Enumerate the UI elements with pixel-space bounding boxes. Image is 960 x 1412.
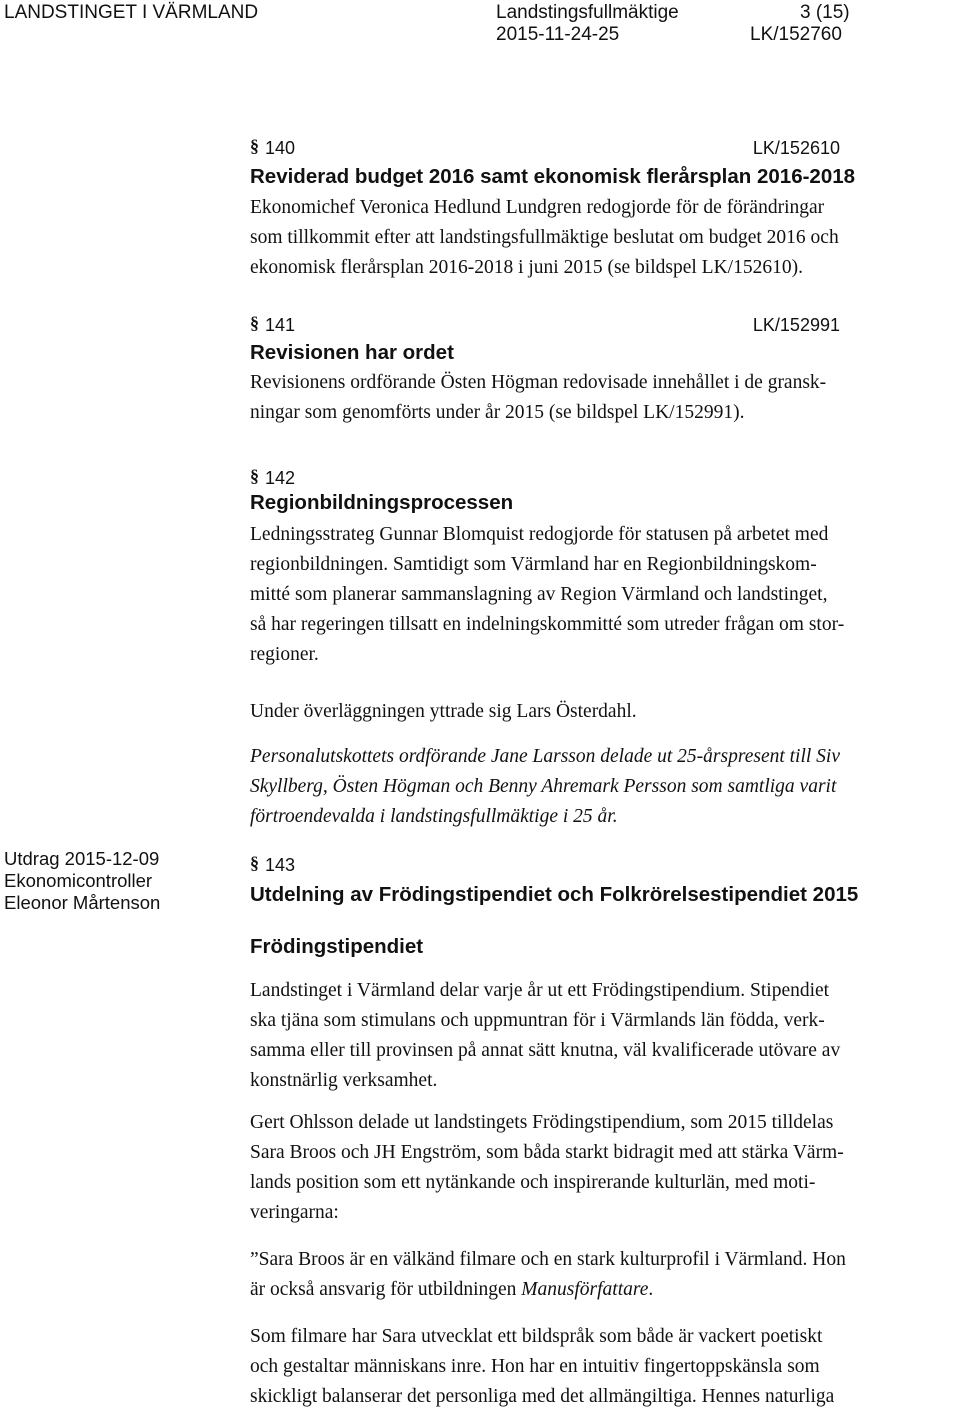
body-line: ska tjäna som stimulans och uppmuntran för i Värmlands län födda, verk- (250, 1010, 825, 1031)
body-line (250, 1275, 960, 1305)
body-line: så har regeringen tillsatt en indelningskommitté som utreder frågan om stor- (250, 614, 845, 635)
document-ref: LK/152760 (750, 24, 842, 45)
body-line: Ledningsstrateg Gunnar Blomquist redogjorde för statusen på arbetet med (250, 524, 829, 545)
extract-date: Utdrag 2015-12-09 (4, 848, 160, 869)
section-143-paragraph-3 (250, 1322, 960, 1412)
section-143-quote (250, 1245, 960, 1305)
body-line: ekonomisk flerårsplan 2016-2018 i juni 2015 (se bildspel LK/152610). (250, 257, 803, 278)
section-143-title: Utdelning av Frödingstipendiet och Folkrörelsestipendiet 2015 (250, 883, 859, 906)
section-141-body (250, 368, 960, 428)
paragraph-symbol: § (250, 313, 259, 333)
body-line: lands position som ett nytänkande och inspirerande kulturlän, med moti- (250, 1172, 816, 1193)
org-name: LANDSTINGET I VÄRMLAND (4, 2, 259, 23)
body-line: samma eller till provinsen på annat sätt knutna, väl kvalificerade utövare av (250, 1040, 841, 1061)
page-number: 3 (15) (800, 2, 850, 23)
meeting-name: Landstingsfullmäktige (496, 2, 679, 23)
paragraph-symbol: § (250, 853, 259, 873)
extract-person: Eleonor Mårtenson (4, 892, 161, 913)
section-number: 140 (265, 138, 296, 158)
italic-line: Skyllberg, Östen Högman och Benny Ahremark Persson som samtliga varit (250, 776, 837, 797)
italic-line: förtroendevalda i landstingsfullmäktige i 25 år. (250, 806, 618, 827)
quote-text: är också ansvarig för utbildningen (250, 1279, 522, 1300)
body-line: Ekonomichef Veronica Hedlund Lundgren redogjorde för de förändringar (250, 197, 825, 218)
italic-line: Personalutskottets ordförande Jane Larsson delade ut 25-årspresent till Siv (250, 746, 841, 767)
body-line: ningar som genomförts under år 2015 (se bildspel LK/152991). (250, 402, 745, 423)
section-143-subtitle: Frödingstipendiet (250, 935, 424, 958)
body-line: mitté som planerar sammanslagning av Region Värmland och landstinget, (250, 584, 828, 605)
body-line: och gestaltar människans inre. Hon har en intuitiv fingertoppskänsla som (250, 1356, 820, 1377)
body-line: Gert Ohlsson delade ut landstingets Frödingstipendium, som 2015 tilldelas (250, 1112, 834, 1133)
section-143-paragraph-1 (250, 976, 960, 1096)
section-140-body (250, 193, 960, 283)
section-140-title: Reviderad budget 2016 samt ekonomisk flerårsplan 2016-2018 (250, 165, 856, 188)
section-141-title: Revisionen har ordet (250, 341, 454, 364)
body-line: ”Sara Broos är en välkänd filmare och en stark kulturprofil i Värmland. Hon (250, 1249, 846, 1270)
paragraph-symbol: § (250, 136, 259, 156)
body-line: Under överläggningen yttrade sig Lars Österdahl. (250, 701, 637, 722)
body-line: som tillkommit efter att landstingsfullmäktige beslutat om budget 2016 och (250, 227, 839, 248)
meeting-date: 2015-11-24-25 (496, 24, 620, 45)
section-number: 141 (265, 315, 296, 335)
anniversary-note (250, 742, 960, 832)
body-line: skickligt balanserar det personliga med det allmängiltiga. Hennes naturliga (250, 1386, 835, 1407)
section-ref: LK/152991 (752, 315, 840, 335)
extract-note (4, 848, 160, 914)
body-line: regioner. (250, 644, 319, 665)
body-line: Sara Broos och JH Engström, som båda starkt bidragit med att stärka Värm- (250, 1142, 844, 1163)
body-line: Som filmare har Sara utvecklat ett bildspråk som både är vackert poetiskt (250, 1326, 823, 1347)
paragraph-symbol: § (250, 466, 259, 486)
body-line: regionbildningen. Samtidigt som Värmland har en Regionbildningskom- (250, 554, 817, 575)
section-143-paragraph-2 (250, 1108, 960, 1228)
debate-note (250, 697, 960, 727)
body-line: Landstinget i Värmland delar varje år ut ett Frödingstipendium. Stipendiet (250, 980, 830, 1001)
section-number: 143 (265, 855, 296, 875)
extract-role: Ekonomicontroller (4, 870, 153, 891)
section-ref: LK/152610 (752, 138, 840, 158)
body-line: konstnärlig verksamhet. (250, 1070, 438, 1091)
section-number: 142 (265, 468, 296, 488)
body-line: veringarna: (250, 1202, 339, 1223)
course-name: Manusförfattare (521, 1279, 649, 1300)
body-line: Revisionens ordförande Östen Högman redovisade innehållet i de gransk- (250, 372, 827, 393)
section-142-body (250, 520, 960, 670)
section-142-title: Regionbildningsprocessen (250, 491, 514, 514)
quote-end: . (648, 1279, 654, 1300)
